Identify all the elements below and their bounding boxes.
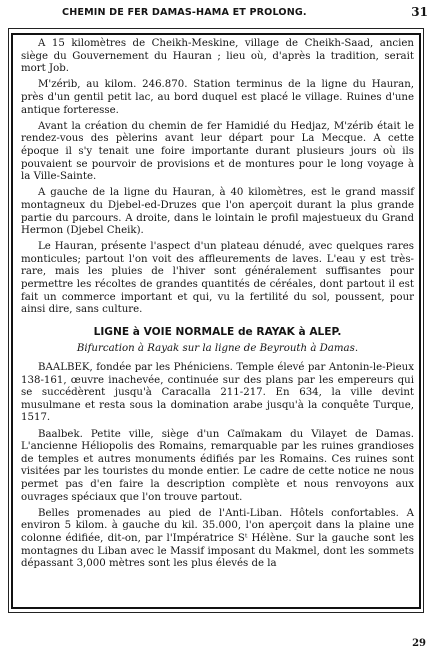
running-title: CHEMIN DE FER DAMAS-HAMA ET PROLONG. (62, 7, 307, 18)
paragraph-hauran: Le Hauran, présente l'aspect d'un plateau dénudé, avec quelques rares monticules; partout l'on voit des affleurements de laves. L'eau y est très-rare, mais les pluies de l'hiver sont généralement suffisantes pour permettre les récoltes de grandes quantités de céréales, dont partout il est fait un commerce important et qui, vu la fertilité du sol, poussent, pour ainsi dire, sans culture. (21, 241, 414, 316)
page-number: 31 (411, 5, 428, 19)
section-heading: LIGNE à VOIE NORMALE de RAYAK à ALEP. (93, 325, 342, 338)
paragraph-cheikh-saad: A 15 kilomètres de Cheikh-Meskine, village de Cheikh-Saad, ancien siège du Gouvernement du Hauran ; lieu où, d'après la tradition, serait mort Job. (21, 38, 414, 75)
paragraph-pilgrims: Avant la création du chemin de fer Hamidié du Hedjaz, M'zérib était le rendez-vous des pèlerins avant leur départ pour La Mecque. A cette époque il s'y tenait une foire importante durant plusieurs jours où ils pouvaient se pourvoir de provisions et de montures pour le long voyage à la Ville-Sainte. (21, 120, 414, 183)
paragraph-baalbek-town: Baalbek. Petite ville, siège d'un Caïmakam du Vilayet de Damas. L'ancienne Héliopolis des Romains, remarquable par les ruines grandioses de temples et autres monuments édifiés par les Romains. Ces ruines sont visitées par les touristes du monde entier. Le cadre de cette notice ne nous permet pas d'en faire la description complète et nous renvoyons aux ouvrages spéciaux que l'on trouve partout. (21, 428, 414, 503)
running-header (30, 6, 430, 24)
paragraph-baalbek-history: BAALBEK, fondée par les Phéniciens. Temple élevé par Antonin-le-Pieux 138-161, œuvre inachevée, continuée sur des plans par les empereurs qui se succédèrent jusqu'à Caracalla 211-217. En 634, la ville devint musulmane et resta sous la domination arabe jusqu'à la conquête Turque, 1517. (21, 362, 414, 424)
footer-page-marker: 29 (412, 638, 426, 649)
section-subheading: Bifurcation à Rayak sur la ligne de Beyrouth à Damas. (76, 343, 359, 355)
paragraph-djebel-druzes: A gauche de la ligne du Hauran, à 40 kilomètres, est le grand massif montagneux du Djebel-ed-Druzes que l'on aperçoit durant la plus grande partie du parcours. A droite, dans le lointain le profil majestueux du Grand Hermon (Djebel Cheik). (21, 187, 414, 237)
paragraph-mzerib: M'zérib, au kilom. 246.870. Station terminus de la ligne du Hauran, près d'un gentil petit lac, au bord duquel est placé le village. Ruines d'une antique forteresse. (21, 79, 414, 116)
paragraph-anti-liban: Belles promenades au pied de l'Anti-Liban. Hôtels confortables. A environ 5 kilom. à gauche du kil. 35.000, l'on aperçoit dans la plaine une colonne édifiée, dit-on, par l'Impératrice Sᵗ Hélène. Sur la gauche sont les montagnes du Liban avec le Massif imposant du Makmel, dont les sommets dépassant 3,000 mètres sont les plus élevés de la (21, 507, 414, 570)
body-text (21, 38, 414, 574)
